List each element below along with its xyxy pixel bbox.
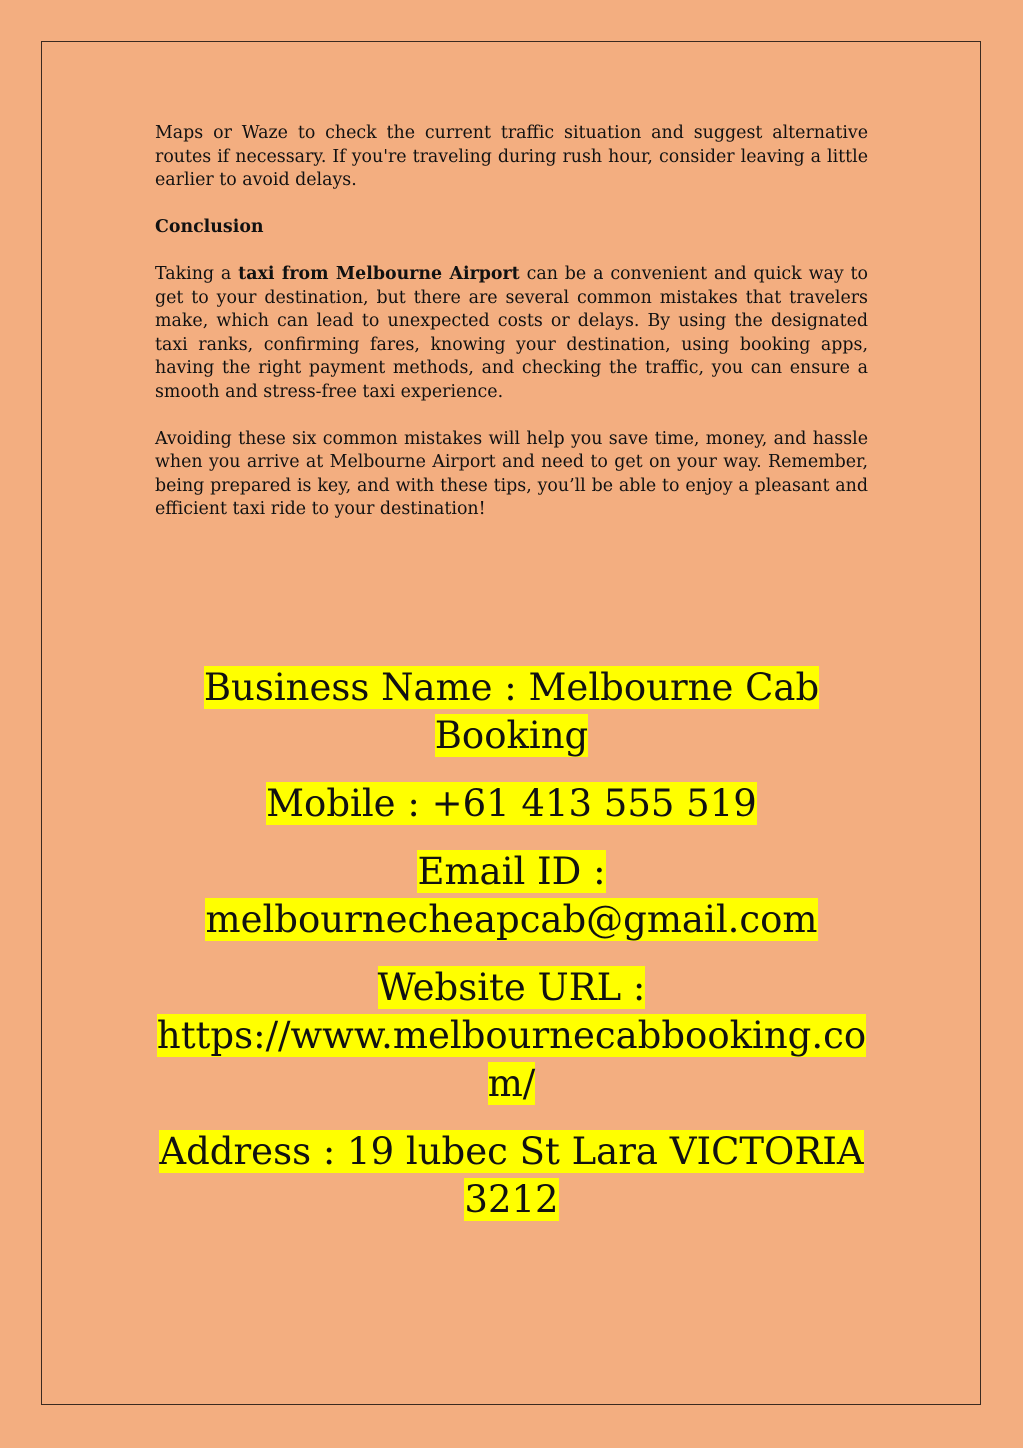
conclusion-p1-after: can be a convenient and quick way to get to your destination, but there are several common mistakes that travelers make, which can lead to unexpected costs or delays. By using the designated taxi ranks, confirming fares, knowing your destination, using booking apps, having the right payment methods, and checking the traffic, you can ensure a smooth and stress-free taxi experience. [155,264,868,402]
email-line-1: Email ID : [417,850,606,893]
mobile-line: Mobile : +61 413 555 519 [266,782,757,825]
address-line-1: Address : 19 lubec St Lara VICTORIA [159,1130,864,1173]
website-line-3: m/ [487,1062,536,1105]
address [150,1128,873,1224]
article-body [155,122,868,545]
conclusion-paragraph-2: Avoiding these six common mistakes will help you save time, money, and hassle when you arrive at Melbourne Airport and need to get on your way. Remember, being prepared is key, and with these tips, you’ll be able to enjoy a pleasant and efficient taxi ride to your destination! [155,428,868,519]
conclusion-heading: Conclusion [155,217,264,237]
contact-block [150,664,873,1244]
email-line-2: melbournecheapcab@gmail.com [205,898,818,941]
website [150,964,873,1108]
mobile [150,780,873,828]
conclusion-paragraph-1 [155,263,868,404]
conclusion-p1-before: Taking a [155,264,239,284]
website-line-1: Website URL : [377,966,646,1009]
business-name [150,664,873,760]
website-line-2: https://www.melbournecabbooking.co [156,1014,867,1057]
business-name-line-1: Business Name : Melbourne Cab [203,666,820,709]
email [150,848,873,944]
business-name-line-2: Booking [434,714,589,757]
address-line-2: 3212 [464,1178,559,1221]
paragraph-intro: Maps or Waze to check the current traffic situation and suggest alternative routes if necessary. If you're traveling during rush hour, consider leaving a little earlier to avoid delays. [155,123,868,190]
taxi-link-text: taxi from Melbourne Airport [238,264,520,284]
